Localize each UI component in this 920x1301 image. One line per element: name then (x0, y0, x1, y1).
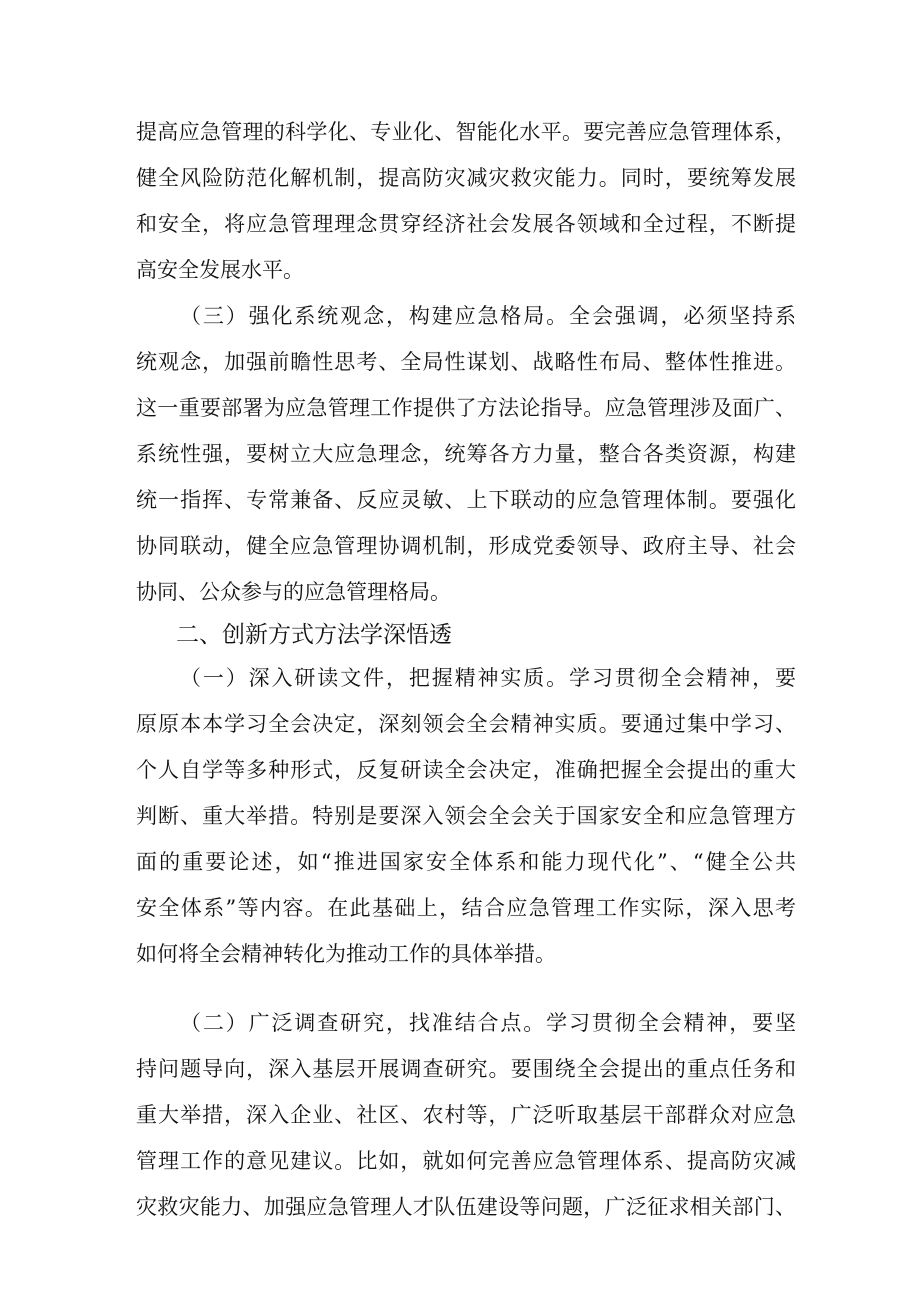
section-heading-2: 二、创新方式方法学深悟透 (176, 622, 452, 648)
paragraph-1-line-4: 高安全发展水平。 (136, 258, 304, 282)
paragraph-3-line-1: （一）深入研读文件，把握精神实质。学习贯彻全会精神，要 (180, 666, 796, 690)
paragraph-1-line-1: 提高应急管理的科学化、专业化、智能化水平。要完善应急管理体系， (136, 120, 796, 144)
paragraph-3-line-6: 安全体系”等内容。在此基础上，结合应急管理工作实际，深入思考 (136, 896, 796, 920)
paragraph-2-line-5: 统一指挥、专常兼备、反应灵敏、上下联动的应急管理体制。要强化 (136, 488, 796, 512)
paragraph-2-line-6: 协同联动，健全应急管理协调机制，形成党委领导、政府主导、社会 (136, 534, 796, 558)
paragraph-1-line-3: 和安全，将应急管理理念贯穿经济社会发展各领域和全过程，不断提 (136, 212, 796, 236)
paragraph-3-line-4: 判断、重大举措。特别是要深入领会全会关于国家安全和应急管理方 (136, 804, 796, 828)
paragraph-2-line-1: （三）强化系统观念，构建应急格局。全会强调，必须坚持系 (180, 304, 796, 328)
paragraph-4-line-3: 重大举措，深入企业、社区、农村等，广泛听取基层干部群众对应急 (136, 1103, 796, 1127)
paragraph-2-line-7: 协同、公众参与的应急管理格局。 (136, 580, 451, 604)
paragraph-2-line-2: 统观念，加强前瞻性思考、全局性谋划、战略性布局、整体性推进。 (136, 350, 796, 374)
paragraph-3-line-2: 原原本本学习全会决定，深刻领会全会精神实质。要通过集中学习、 (136, 712, 796, 736)
paragraph-3-line-7: 如何将全会精神转化为推动工作的具体举措。 (136, 942, 556, 966)
paragraph-4-line-1: （二）广泛调查研究，找准结合点。学习贯彻全会精神，要坚 (180, 1011, 796, 1035)
paragraph-3-line-3: 个人自学等多种形式，反复研读全会决定，准确把握全会提出的重大 (136, 758, 796, 782)
paragraph-4-line-4: 管理工作的意见建议。比如，就如何完善应急管理体系、提高防灾减 (136, 1149, 796, 1173)
paragraph-3-line-5: 面的重要论述，如“推进国家安全体系和能力现代化”、“健全公共 (136, 850, 796, 874)
paragraph-2-line-4: 系统性强，要树立大应急理念，统筹各方力量，整合各类资源，构建 (136, 442, 796, 466)
paragraph-1-line-2: 健全风险防范化解机制，提高防灾减灾救灾能力。同时，要统筹发展 (136, 166, 796, 190)
paragraph-4-line-2: 持问题导向，深入基层开展调查研究。要围绕全会提出的重点任务和 (136, 1057, 796, 1081)
paragraph-4-line-5: 灾救灾能力、加强应急管理人才队伍建设等问题，广泛征求相关部门、 (136, 1195, 796, 1219)
paragraph-2-line-3: 这一重要部署为应急管理工作提供了方法论指导。应急管理涉及面广、 (136, 396, 796, 420)
